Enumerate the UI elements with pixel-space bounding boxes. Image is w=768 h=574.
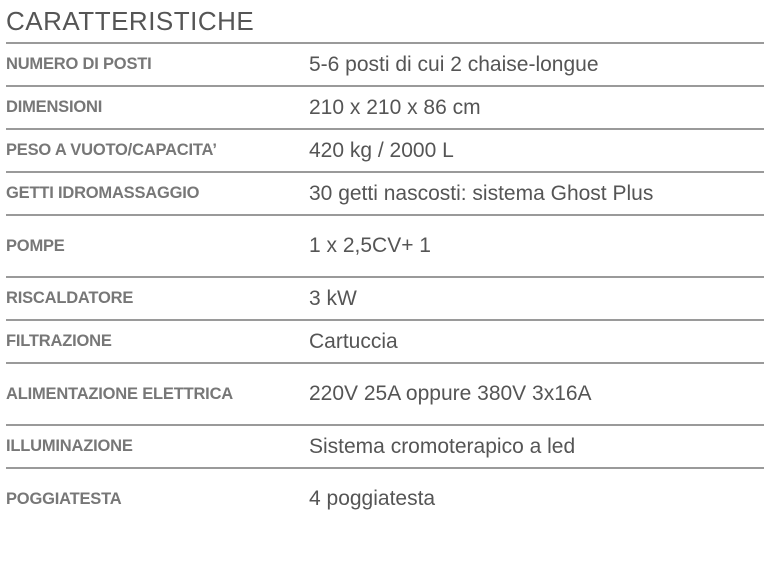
spec-value: 420 kg / 2000 L bbox=[309, 129, 764, 172]
spec-value: 3 kW bbox=[309, 277, 764, 320]
spec-label: ILLUMINAZIONE bbox=[6, 425, 309, 468]
spec-label: PESO A VUOTO/CAPACITA’ bbox=[6, 129, 309, 172]
spec-row-jets bbox=[6, 172, 764, 215]
spec-value: 4 poggiatesta bbox=[309, 487, 436, 510]
spec-value: 220V 25A oppure 380V 3x16A bbox=[309, 363, 764, 425]
spec-value: 1 x 2,5CV+ 1 bbox=[309, 215, 764, 277]
spec-value: Sistema cromoterapico a led bbox=[309, 425, 764, 468]
specifications-table bbox=[6, 44, 764, 529]
spec-label: ALIMENTAZIONE ELETTRICA bbox=[6, 363, 309, 425]
specifications-card bbox=[6, 0, 764, 529]
spec-label: GETTI IDROMASSAGGIO bbox=[6, 172, 309, 215]
spec-label: RISCALDATORE bbox=[6, 277, 309, 320]
spec-row-heater bbox=[6, 277, 764, 320]
spec-label: FILTRAZIONE bbox=[6, 320, 309, 363]
spec-value: 5-6 posti di cui 2 chaise-longue bbox=[309, 44, 764, 86]
spec-row-headrests bbox=[6, 468, 764, 529]
section-title: CARATTERISTICHE bbox=[6, 0, 764, 44]
spec-row-power-supply bbox=[6, 363, 764, 425]
spec-row-weight-capacity bbox=[6, 129, 764, 172]
spec-row-lighting bbox=[6, 425, 764, 468]
spec-row-dimensions bbox=[6, 86, 764, 129]
spec-row-filtration bbox=[6, 320, 764, 363]
spec-label: DIMENSIONI bbox=[6, 86, 309, 129]
spec-row-seats bbox=[6, 44, 764, 86]
spec-value: 30 getti nascosti: sistema Ghost Plus bbox=[309, 172, 764, 215]
spec-label: POGGIATESTA bbox=[6, 489, 122, 508]
spec-label: POMPE bbox=[6, 215, 309, 277]
spec-label: NUMERO DI POSTI bbox=[6, 44, 309, 86]
spec-row-pumps bbox=[6, 215, 764, 277]
spec-value: Cartuccia bbox=[309, 320, 764, 363]
spec-value: 210 x 210 x 86 cm bbox=[309, 86, 764, 129]
